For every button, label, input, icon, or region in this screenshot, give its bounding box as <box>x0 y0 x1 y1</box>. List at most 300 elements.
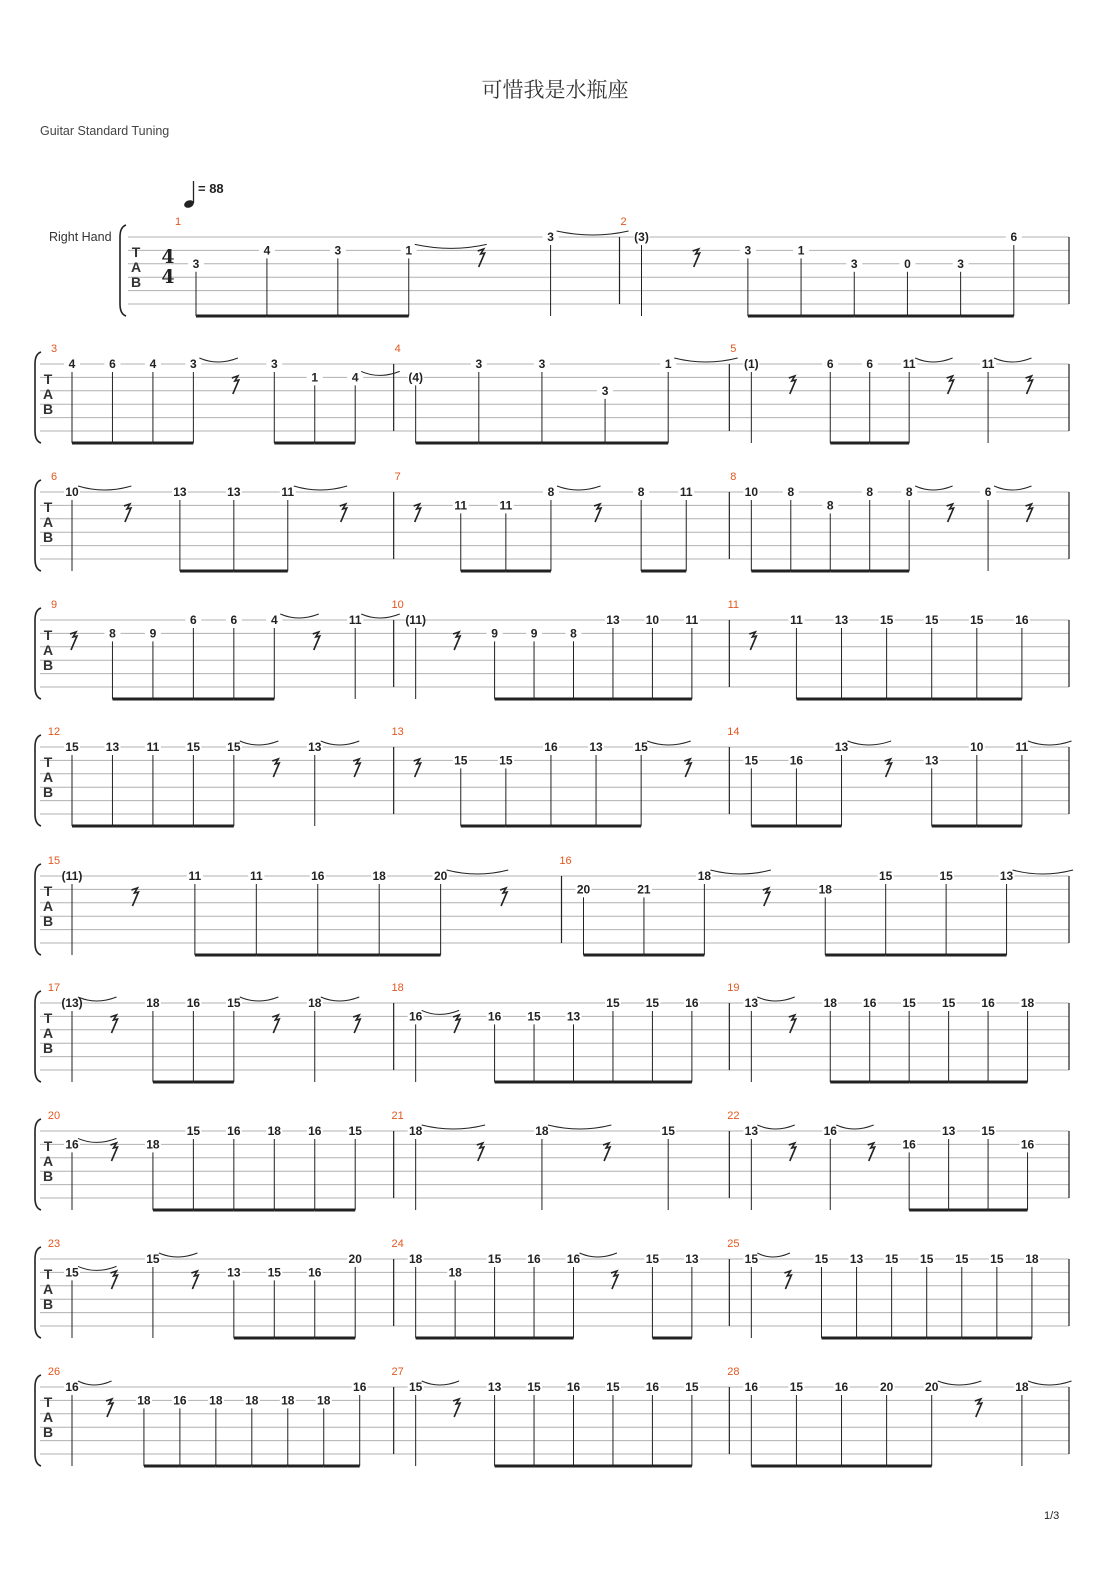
measure-15 <box>48 855 508 955</box>
fret-number: 15 <box>527 1380 541 1394</box>
tab-clef-letter: A <box>42 514 54 530</box>
fret-number: 16 <box>487 1009 502 1024</box>
staff-system-8 <box>35 1110 1069 1210</box>
fret-number: 4 <box>270 613 278 627</box>
measure-number: 2 <box>620 216 627 228</box>
fret-number: 11 <box>685 613 699 627</box>
tab-clef-letter: A <box>42 1153 54 1169</box>
fret-number: 18 <box>1025 1252 1039 1266</box>
fret-number: 8 <box>109 626 116 641</box>
fret-number: 16 <box>981 996 995 1010</box>
measure-number: 1 <box>174 216 182 228</box>
fret-number: 15 <box>884 1252 899 1266</box>
fret-number: 15 <box>879 869 893 883</box>
tie-arc <box>757 1253 790 1257</box>
tab-clef-letter: B <box>42 657 54 673</box>
fret-number: 15 <box>744 753 759 768</box>
staff-system-2 <box>35 343 1069 443</box>
fret-number: 18 <box>823 996 837 1010</box>
tie-arc <box>447 870 509 874</box>
fret-number: 18 <box>137 1393 151 1408</box>
measure-25 <box>727 1238 1040 1338</box>
fret-number: 20 <box>879 1380 894 1394</box>
tie-arc <box>422 1010 459 1014</box>
system-bracket <box>35 864 41 955</box>
fret-number: 3 <box>957 256 964 271</box>
fret-number: 13 <box>834 740 849 754</box>
tie-arc <box>78 1266 117 1270</box>
fret-number: 15 <box>990 1252 1004 1266</box>
fret-number: 1 <box>405 243 413 258</box>
fret-number: 11 <box>1015 740 1029 754</box>
fret-number: 6 <box>230 613 238 627</box>
measure-number: 6 <box>50 471 58 483</box>
measure-number: 27 <box>391 1366 404 1378</box>
tab-clef-letter: B <box>130 274 142 290</box>
tab-clef-letter: B <box>42 913 54 929</box>
fret-number: 15 <box>920 1252 934 1266</box>
fret-number: 9 <box>530 626 538 641</box>
tie-arc <box>557 231 629 235</box>
tab-clef-letter: B <box>42 1296 54 1312</box>
tab-clef-letter: T <box>43 1010 53 1026</box>
fret-number: 6 <box>1010 230 1018 244</box>
fret-number: 16 <box>566 1380 581 1394</box>
measure-14 <box>727 726 1071 826</box>
tie-arc <box>757 1125 794 1129</box>
tie-arc <box>915 486 952 490</box>
fret-number: 16 <box>527 1252 541 1266</box>
fret-number: 8 <box>570 626 577 641</box>
fret-number: 16 <box>311 869 325 883</box>
tie-arc <box>1028 741 1072 745</box>
tab-clef-letter: T <box>43 754 53 770</box>
tie-arc <box>836 1125 873 1129</box>
fret-number: 15 <box>879 613 894 627</box>
fret-number: 16 <box>408 1009 423 1024</box>
measure-5 <box>729 343 1032 443</box>
measure-12 <box>48 726 360 826</box>
fret-number: 13 <box>999 869 1014 883</box>
fret-number: 11 <box>790 613 803 627</box>
fret-number: 4 <box>68 357 76 371</box>
tie-arc <box>240 741 279 745</box>
fret-number: 16 <box>544 740 558 754</box>
fret-number: 16 <box>1020 1137 1035 1152</box>
fret-number: 1 <box>797 243 805 258</box>
measure-number: 28 <box>727 1366 740 1378</box>
staff-system-4 <box>35 599 1069 699</box>
fret-number: 18 <box>535 1124 549 1138</box>
measure-number: 15 <box>47 855 61 867</box>
tab-clef-letter: A <box>42 1409 54 1425</box>
fret-number: 15 <box>744 1252 759 1266</box>
fret-number: 18 <box>317 1393 331 1408</box>
tie-arc <box>415 244 487 248</box>
fret-number: 3 <box>601 383 609 398</box>
fret-number: 15 <box>645 1252 660 1266</box>
fret-number: 8 <box>866 485 874 499</box>
tab-clef-letter: A <box>42 769 54 785</box>
fret-number: 16 <box>65 1380 79 1394</box>
tie-arc <box>422 1125 485 1129</box>
tie-arc <box>848 741 892 745</box>
fret-number: 15 <box>902 996 916 1010</box>
fret-number: 15 <box>65 740 79 754</box>
fret-number: (11) <box>405 613 427 627</box>
measure-9 <box>51 599 400 699</box>
measure-21 <box>392 1110 677 1210</box>
measure-number: 18 <box>391 982 404 994</box>
fret-number: 3 <box>744 243 752 258</box>
fret-number: 15 <box>527 1009 541 1024</box>
tie-arc <box>78 1381 112 1385</box>
measure-2 <box>620 216 1022 316</box>
fret-number: 18 <box>408 1124 423 1138</box>
measure-18 <box>392 982 700 1082</box>
fret-number: 3 <box>547 230 554 244</box>
measure-24 <box>392 1238 700 1338</box>
tie-arc <box>1013 870 1073 874</box>
fret-number: 16 <box>789 753 804 768</box>
tab-clef-letter: B <box>42 784 54 800</box>
staff-system-3 <box>35 471 1069 571</box>
fret-number: 0 <box>904 256 911 271</box>
measure-number: 26 <box>47 1366 61 1378</box>
fret-number: 3 <box>270 357 278 371</box>
measure-number: 16 <box>559 855 572 867</box>
fret-number: 8 <box>826 498 834 513</box>
fret-number: 9 <box>149 626 157 641</box>
fret-number: 15 <box>454 753 468 768</box>
fret-number: 13 <box>744 996 759 1010</box>
measure-13 <box>392 726 692 826</box>
measure-17 <box>48 982 360 1082</box>
fret-number: 10 <box>65 485 79 499</box>
fret-number: 13 <box>925 753 939 768</box>
system-bracket <box>120 225 126 316</box>
fret-number: 21 <box>637 882 651 897</box>
fret-number: 3 <box>334 243 342 258</box>
tie-arc <box>159 1253 198 1257</box>
measure-19 <box>727 982 1035 1082</box>
fret-number: 6 <box>866 357 874 371</box>
fret-number: 18 <box>245 1393 259 1408</box>
staff-system-7 <box>35 982 1069 1082</box>
measure-1 <box>175 216 629 316</box>
fret-number: 11 <box>902 357 916 371</box>
fret-number: 15 <box>981 1124 995 1138</box>
measure-16 <box>559 855 1073 955</box>
fret-number: 11 <box>249 869 263 883</box>
fret-number: 16 <box>227 1124 241 1138</box>
measure-number: 24 <box>391 1238 404 1250</box>
fret-number: 10 <box>744 485 759 499</box>
measure-number: 19 <box>727 982 740 994</box>
fret-number: 3 <box>850 256 858 271</box>
fret-number: 13 <box>941 1124 956 1138</box>
fret-number: 20 <box>925 1380 939 1394</box>
fret-number: 8 <box>787 485 795 499</box>
fret-number: 15 <box>685 1380 699 1394</box>
measure-number: 5 <box>730 343 737 355</box>
fret-number: 18 <box>697 869 712 883</box>
tie-arc <box>78 486 131 490</box>
fret-number: 15 <box>186 740 201 754</box>
measure-number: 17 <box>47 982 61 994</box>
fret-number: 15 <box>499 753 513 768</box>
fret-number: (11) <box>61 869 83 883</box>
fret-number: 18 <box>281 1393 295 1408</box>
fret-number: (1) <box>743 357 759 371</box>
fret-number: 6 <box>190 613 197 627</box>
fret-number: 1 <box>664 357 672 371</box>
tie-arc <box>280 614 319 618</box>
fret-number: 6 <box>826 357 834 371</box>
measure-26 <box>48 1366 368 1466</box>
fret-number: 16 <box>863 996 877 1010</box>
fret-number: 15 <box>606 996 620 1010</box>
system-bracket <box>35 1119 41 1210</box>
tie-arc <box>422 1381 459 1385</box>
fret-number: 11 <box>499 498 513 513</box>
measure-number: 4 <box>394 343 401 355</box>
fret-number: 15 <box>186 1124 201 1138</box>
tie-arc <box>1028 1381 1072 1385</box>
fret-number: 13 <box>227 485 241 499</box>
tab-clef-letter: T <box>43 883 53 899</box>
fret-number: 16 <box>186 996 201 1010</box>
tab-clef-letter: B <box>42 1040 54 1056</box>
time-signature-bottom: 4 <box>161 266 175 288</box>
fret-number: 13 <box>849 1252 864 1266</box>
tie-arc <box>994 486 1031 490</box>
tab-clef-letter: T <box>43 1138 53 1154</box>
fret-number: 15 <box>227 740 241 754</box>
tempo-marking <box>183 181 224 209</box>
fret-number: 16 <box>173 1393 187 1408</box>
tab-clef-letter: T <box>131 244 141 260</box>
fret-number: 11 <box>454 498 468 513</box>
tie-arc <box>78 1138 117 1142</box>
system-bracket <box>35 1247 41 1338</box>
fret-number: 13 <box>589 740 603 754</box>
measure-number: 22 <box>727 1110 740 1122</box>
fret-number: 13 <box>834 613 849 627</box>
tie-arc <box>674 358 737 362</box>
tie-arc <box>647 741 691 745</box>
fret-number: 8 <box>637 485 645 499</box>
track-name: Right Hand <box>49 230 112 244</box>
measure-7 <box>394 471 695 571</box>
fret-number: 20 <box>433 869 448 883</box>
tab-clef-letter: A <box>42 642 54 658</box>
fret-number: 20 <box>576 882 591 897</box>
fret-number: 15 <box>267 1265 281 1280</box>
fret-number: 8 <box>547 485 555 499</box>
fret-number: 16 <box>744 1380 759 1394</box>
measure-4 <box>394 343 738 443</box>
tab-clef-letter: T <box>43 627 53 643</box>
staff-system-9 <box>35 1238 1069 1338</box>
fret-number: 13 <box>227 1265 241 1280</box>
measure-number: 8 <box>730 471 737 483</box>
fret-number: 8 <box>905 485 913 499</box>
measure-8 <box>729 471 1032 571</box>
fret-number: 18 <box>267 1124 281 1138</box>
fret-number: 13 <box>487 1380 502 1394</box>
fret-number: 3 <box>538 357 546 371</box>
tab-clef-letter: A <box>130 259 142 275</box>
tab-clef-letter: T <box>43 1266 53 1282</box>
measure-number: 10 <box>391 599 404 611</box>
fret-number: 15 <box>814 1252 829 1266</box>
tab-clef-letter: T <box>43 1394 53 1410</box>
tuning-label: Guitar Standard Tuning <box>40 124 170 138</box>
fret-number: 13 <box>606 613 620 627</box>
tie-arc <box>78 997 117 1001</box>
tab-clef-letter: A <box>42 1025 54 1041</box>
fret-number: (3) <box>634 230 649 244</box>
tie-arc <box>294 486 347 490</box>
measure-20 <box>48 1110 363 1210</box>
fret-number: 4 <box>351 370 359 385</box>
tab-clef-letter: T <box>43 371 53 387</box>
fret-number: 15 <box>939 869 953 883</box>
fret-number: 4 <box>149 357 157 371</box>
fret-number: 3 <box>475 357 483 371</box>
measure-number: 3 <box>50 343 58 355</box>
fret-number: 13 <box>685 1252 699 1266</box>
fret-number: 18 <box>1020 996 1035 1010</box>
tie-arc <box>321 997 360 1001</box>
fret-number: 16 <box>308 1265 322 1280</box>
fret-number: 15 <box>645 996 660 1010</box>
tab-clef-letter: A <box>42 898 54 914</box>
system-bracket <box>35 480 41 571</box>
system-bracket <box>35 352 41 443</box>
tie-arc <box>321 741 360 745</box>
time-signature-top: 4 <box>161 246 175 268</box>
measure-6 <box>51 471 347 571</box>
fret-number: 15 <box>487 1252 502 1266</box>
measure-10 <box>392 599 700 699</box>
fret-number: 18 <box>1015 1380 1029 1394</box>
fret-number: 6 <box>109 357 116 371</box>
fret-number: 16 <box>645 1380 660 1394</box>
tab-clef-letter: A <box>42 1281 54 1297</box>
measure-23 <box>48 1238 363 1338</box>
measure-11 <box>728 599 1030 699</box>
fret-number: 9 <box>491 626 498 641</box>
fret-number: 16 <box>1015 613 1029 627</box>
measure-number: 12 <box>47 726 61 738</box>
fret-number: 15 <box>65 1265 79 1280</box>
measure-number: 7 <box>394 471 401 483</box>
fret-number: 16 <box>902 1137 916 1152</box>
measure-number: 9 <box>50 599 58 611</box>
measure-number: 11 <box>727 599 740 611</box>
fret-number: 15 <box>227 996 241 1010</box>
tab-clef-letter: B <box>42 401 54 417</box>
fret-number: 6 <box>984 485 992 499</box>
staff-system-6 <box>35 855 1073 955</box>
fret-number: 16 <box>834 1380 849 1394</box>
measure-3 <box>51 343 400 443</box>
measure-number: 14 <box>727 726 740 738</box>
system-bracket <box>35 1375 41 1466</box>
fret-number: 16 <box>65 1137 79 1152</box>
tab-clef-letter: B <box>42 1424 54 1440</box>
tempo-value: = 88 <box>198 181 224 196</box>
fret-number: 3 <box>192 256 200 271</box>
fret-number: 15 <box>941 996 956 1010</box>
fret-number: 18 <box>209 1393 223 1408</box>
tab-clef-letter: A <box>42 386 54 402</box>
staff-system-1 <box>120 216 1069 316</box>
system-bracket <box>35 735 41 826</box>
fret-number: 4 <box>263 243 271 258</box>
fret-number: 15 <box>348 1124 362 1138</box>
tie-arc <box>240 997 279 1001</box>
score-title: 可惜我是水瓶座 <box>481 78 629 102</box>
fret-number: 13 <box>173 485 187 499</box>
fret-number: 13 <box>308 740 322 754</box>
fret-number: 18 <box>146 1137 160 1152</box>
fret-number: 13 <box>566 1009 581 1024</box>
fret-number: 3 <box>190 357 197 371</box>
fret-number: 15 <box>408 1380 423 1394</box>
fret-number: 15 <box>634 740 648 754</box>
fret-number: 16 <box>685 996 699 1010</box>
fret-number: 15 <box>925 613 939 627</box>
fret-number: 18 <box>372 869 386 883</box>
tie-arc <box>199 358 238 362</box>
tie-arc <box>994 358 1031 362</box>
fret-number: 11 <box>679 485 693 499</box>
tie-arc <box>557 486 601 490</box>
fret-number: 15 <box>606 1380 620 1394</box>
fret-number: 11 <box>348 613 362 627</box>
tab-clef-letter: T <box>43 499 53 515</box>
staff-system-10 <box>35 1366 1072 1466</box>
fret-number: 13 <box>105 740 120 754</box>
fret-number: 15 <box>955 1252 969 1266</box>
measure-number: 20 <box>47 1110 61 1122</box>
measure-27 <box>392 1366 700 1466</box>
tie-arc <box>580 1253 617 1257</box>
fret-number: 18 <box>308 996 322 1010</box>
fret-number: (13) <box>61 996 83 1010</box>
tie-arc <box>938 1381 982 1385</box>
fret-number: 18 <box>408 1252 423 1266</box>
tie-arc <box>548 1125 611 1129</box>
measure-number: 13 <box>391 726 404 738</box>
fret-number: 10 <box>645 613 660 627</box>
system-bracket <box>35 608 41 699</box>
tab-clef-letter: B <box>42 529 54 545</box>
fret-number: 11 <box>146 740 160 754</box>
fret-number: 11 <box>981 357 995 371</box>
measure-number: 21 <box>391 1110 404 1122</box>
fret-number: 15 <box>789 1380 804 1394</box>
tie-arc <box>915 358 952 362</box>
tie-arc <box>710 870 770 874</box>
fret-number: 15 <box>661 1124 675 1138</box>
fret-number: (4) <box>408 370 424 385</box>
fret-number: 16 <box>353 1380 367 1394</box>
measure-22 <box>727 1110 1035 1210</box>
